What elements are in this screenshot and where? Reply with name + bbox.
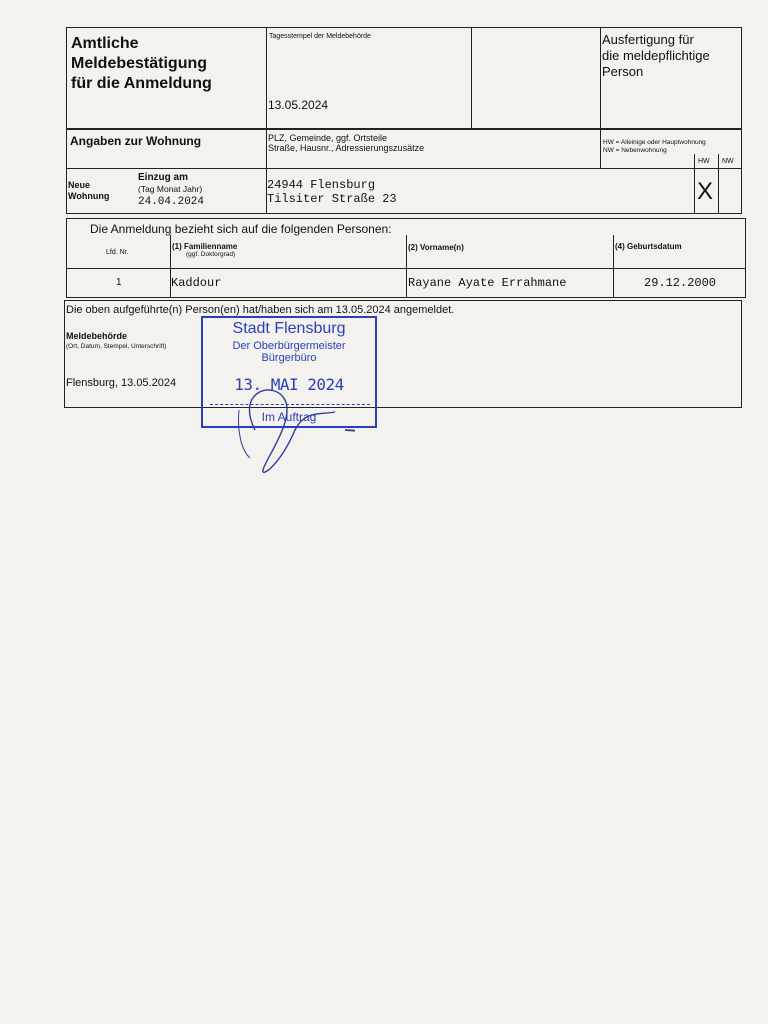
- row-geburtsdatum: 29.12.2000: [644, 276, 717, 290]
- row-familienname: Kaddour: [171, 276, 222, 290]
- hw-nw-legend: HW = Alleinige oder Hauptwohnung NW = Nebenwohnung: [603, 139, 706, 154]
- header-date: 13.05.2024: [268, 98, 329, 112]
- einzug-date: 24.04.2024: [138, 196, 205, 208]
- persons-heading: Die Anmeldung bezieht sich auf die folgenden Personen:: [90, 222, 392, 236]
- einzug-sub-label: (Tag Monat Jahr): [138, 184, 203, 194]
- hw-column-label: HW: [698, 158, 710, 165]
- address-value: 24944 Flensburg Tilsiter Straße 23: [267, 178, 397, 206]
- nw-column-label: NW: [722, 158, 734, 165]
- row-vorname: Rayane Ayate Errahmane: [408, 276, 567, 290]
- hw-checkmark: X: [697, 178, 714, 205]
- meldebehoerde-label: Meldebehörde: [66, 331, 128, 341]
- stamp-office: Der Oberbürgermeister: [232, 340, 346, 352]
- einzug-label: Einzug am: [138, 172, 189, 183]
- place-date: Flensburg, 13.05.2024: [66, 377, 177, 389]
- confirmation-text: Die oben aufgeführte(n) Person(en) hat/haben sich am 13.05.2024 angemeldet.: [66, 304, 455, 316]
- confirmation-block: [64, 300, 742, 408]
- row-nr: 1: [116, 277, 122, 288]
- stamp-department: Bürgerbüro: [261, 352, 317, 364]
- wohnung-heading: Angaben zur Wohnung: [70, 134, 202, 148]
- col-vorname-header: (2) Vorname(n): [408, 243, 464, 252]
- document-title: Amtliche Meldebestätigung für die Anmeldung: [71, 35, 212, 92]
- day-stamp-label: Tagesstempel der Meldebehörde: [269, 33, 371, 40]
- copy-note: Ausfertigung für die meldepflichtige Person: [602, 32, 710, 79]
- neue-wohnung-label: Neue Wohnung: [68, 180, 110, 201]
- meldebehoerde-sub-label: (Ort, Datum, Stempel, Unterschrift): [66, 343, 167, 350]
- address-label: PLZ, Gemeinde, ggf. Ortsteile Straße, Hausnr., Adressierungszusätze: [268, 133, 425, 153]
- col-nr-header: Lfd. Nr.: [106, 249, 129, 256]
- col-geburtsdatum-header: (4) Geburtsdatum: [615, 242, 682, 251]
- col-familienname-header: (1) Familienname (ggf. Doktorgrad): [172, 242, 238, 258]
- stamp-footer: Im Auftrag: [261, 410, 317, 424]
- stamp-city: Stadt Flensburg: [232, 320, 346, 337]
- table-row: [66, 269, 746, 297]
- stamp-date: 13. MAI 2024: [234, 375, 344, 394]
- signature: [225, 370, 355, 480]
